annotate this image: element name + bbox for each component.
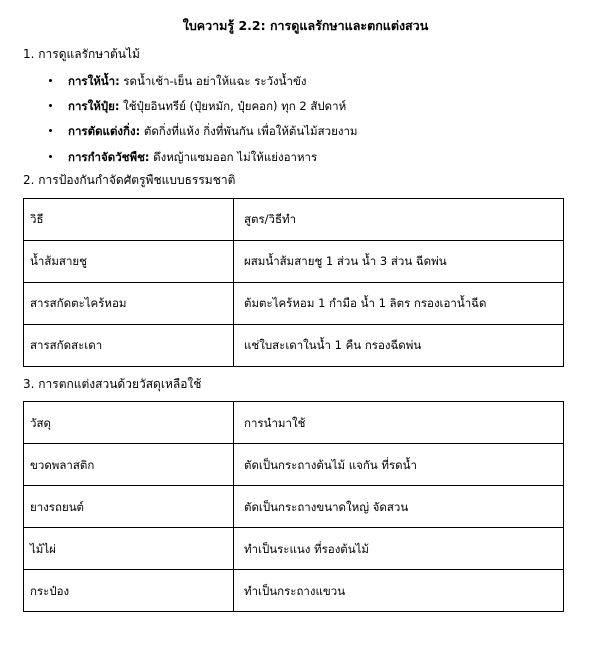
care-bullet-list bbox=[0, 74, 611, 165]
table-header-row bbox=[24, 402, 564, 444]
section-heading-3: 3. การตกแต่งสวนด้วยวัสดุเหลือใช้ bbox=[23, 376, 202, 391]
table-cell-material: ขวดพลาสติก bbox=[24, 444, 234, 486]
table-cell-recipe: ต้มตะไคร้หอม 1 กำมือ น้ำ 1 ลิตร กรองเอาน้ำฉีด bbox=[234, 282, 564, 324]
document-page bbox=[0, 18, 611, 660]
list-item-label: การให้น้ำ: bbox=[68, 73, 120, 88]
table-cell-method: น้ำส้มสายชู bbox=[24, 240, 234, 282]
table-row bbox=[24, 528, 564, 570]
pest-control-table bbox=[23, 198, 564, 367]
table-cell-usage: ตัดเป็นกระถางต้นไม้ แจกัน ที่รดน้ำ bbox=[234, 444, 564, 486]
table-row bbox=[24, 486, 564, 528]
list-item bbox=[0, 99, 611, 113]
list-item-text: ตัดกิ่งที่แห้ง กิ่งที่พันกัน เพื่อให้ต้นไม้สวยงาม bbox=[140, 124, 358, 139]
column-header-method: วิธี bbox=[24, 198, 234, 240]
table-cell-material: ยางรถยนต์ bbox=[24, 486, 234, 528]
list-item-label: การตัดแต่งกิ่ง: bbox=[68, 124, 141, 139]
list-item bbox=[0, 150, 611, 164]
table-cell-method: สารสกัดตะไคร้หอม bbox=[24, 282, 234, 324]
section-heading-1: 1. การดูแลรักษาต้นไม้ bbox=[23, 47, 140, 61]
column-header-usage: การนำมาใช้ bbox=[234, 402, 564, 444]
bullet-dot-icon bbox=[49, 129, 52, 132]
table-cell-usage: ทำเป็นกระถางแขวน bbox=[234, 570, 564, 612]
table-row bbox=[24, 570, 564, 612]
table-header-row bbox=[24, 198, 564, 240]
bullet-dot-icon bbox=[49, 79, 52, 82]
recycled-materials-table bbox=[23, 401, 564, 612]
column-header-material: วัสดุ bbox=[24, 402, 234, 444]
table-cell-method: สารสกัดสะเดา bbox=[24, 324, 234, 366]
table-row bbox=[24, 282, 564, 324]
bullet-dot-icon bbox=[49, 155, 52, 158]
table-cell-material: ไม้ไผ่ bbox=[24, 528, 234, 570]
section-heading-2: 2. การป้องกันกำจัดศัตรูพืชแบบธรรมชาติ bbox=[23, 173, 236, 188]
table-cell-material: กระป๋อง bbox=[24, 570, 234, 612]
table-cell-recipe: ผสมน้ำส้มสายชู 1 ส่วน น้ำ 3 ส่วน ฉีดพ่น bbox=[234, 240, 564, 282]
list-item-text: ใช้ปุ๋ยอินทรีย์ (ปุ๋ยหมัก, ปุ๋ยคอก) ทุก 2 สัปดาห์ bbox=[119, 98, 347, 113]
list-item-text: รดน้ำเช้า-เย็น อย่าให้แฉะ ระวังน้ำขัง bbox=[119, 73, 307, 88]
column-header-recipe: สูตร/วิธีทำ bbox=[234, 198, 564, 240]
list-item-label: การให้ปุ๋ย: bbox=[68, 98, 120, 113]
table-row bbox=[24, 444, 564, 486]
table-row bbox=[24, 324, 564, 366]
page-title: ใบความรู้ 2.2: การดูแลรักษาและตกแต่งสวน bbox=[182, 18, 429, 33]
list-item bbox=[0, 74, 611, 88]
bullet-dot-icon bbox=[49, 104, 52, 107]
list-item-text: ดึงหญ้าแซมออก ไม่ให้แย่งอาหาร bbox=[149, 149, 318, 164]
table-row bbox=[24, 240, 564, 282]
list-item-label: การกำจัดวัชพืช: bbox=[68, 149, 150, 164]
table-cell-usage: ทำเป็นระแนง ที่รองต้นไม้ bbox=[234, 528, 564, 570]
table-cell-recipe: แช่ใบสะเดาในน้ำ 1 คืน กรองฉีดพ่น bbox=[234, 324, 564, 366]
table-cell-usage: ตัดเป็นกระถางขนาดใหญ่ จัดสวน bbox=[234, 486, 564, 528]
list-item bbox=[0, 124, 611, 138]
